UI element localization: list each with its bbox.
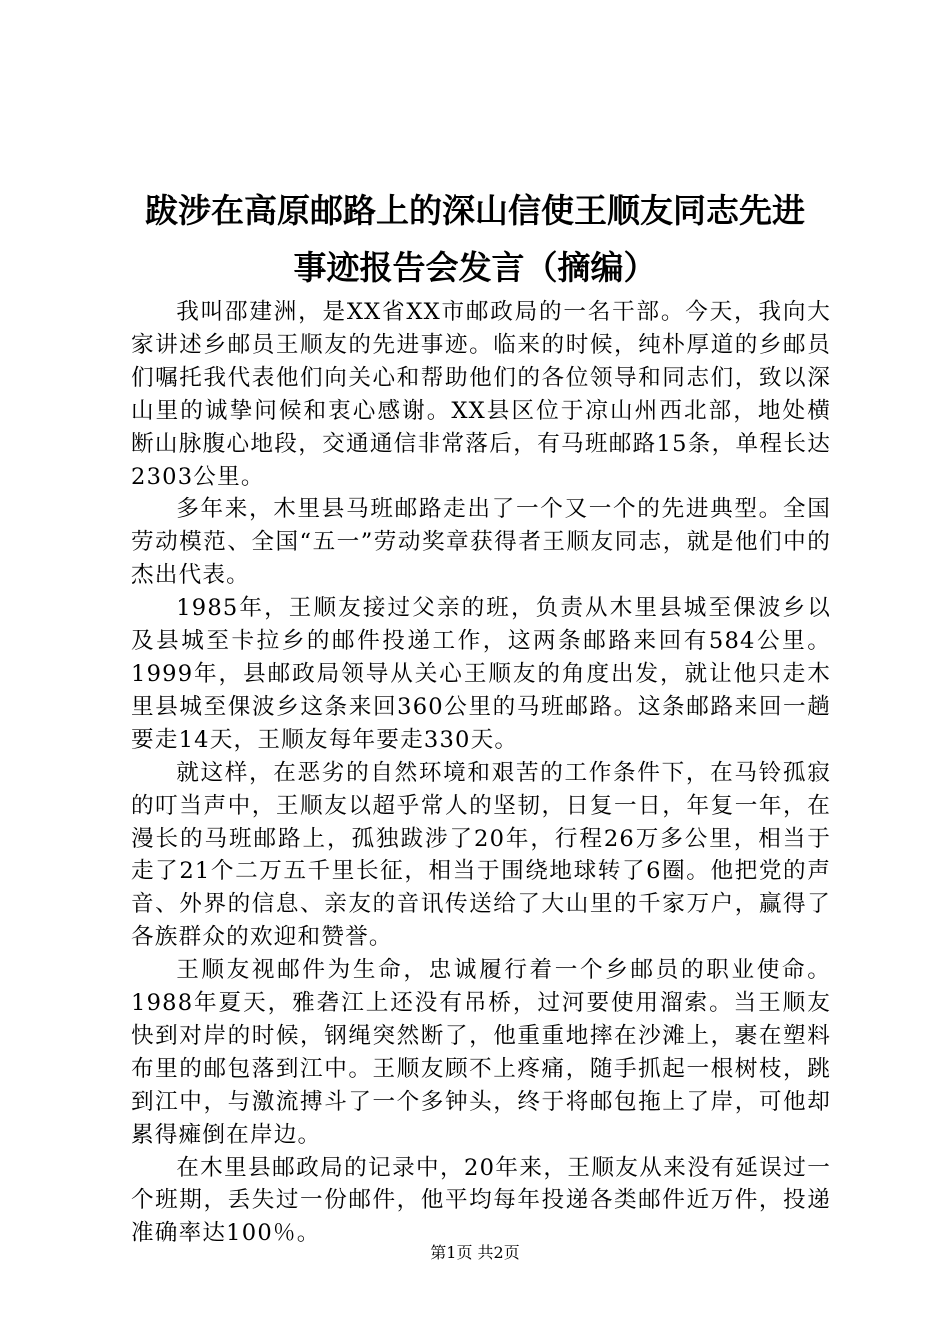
document-title-line-2: 事迹报告会发言（摘编） [293, 248, 657, 287]
paragraph: 我叫邵建洲，是XX省XX市邮政局的一名干部。今天，我向大家讲述乡邮员王顺友的先进事迹。临来的时候，纯朴厚道的乡邮员们嘱托我代表他们向关心和帮助他们的各位领导和同志们，致以深山里的诚挚问候和衷心感谢。XX县区位于凉山州西北部，地处横断山脉腹心地段，交通通信非常落后，有马班邮路15条，单程长达2303公里。 [131, 299, 831, 490]
document-title-line-1: 跋涉在高原邮路上的深山信使王顺友同志先进 [145, 191, 805, 230]
paragraph: 多年来，木里县马班邮路走出了一个又一个的先进典型。全国劳动模范、全国“五一”劳动奖章获得者王顺友同志，就是他们中的杰出代表。 [131, 496, 831, 589]
paragraph: 在木里县邮政局的记录中，20年来，王顺友从来没有延误过一个班期，丢失过一份邮件，他平均每年投递各类邮件近万件，投递准确率达100％。 [131, 1154, 831, 1247]
page-footer: 第1页 共2页 [430, 1243, 520, 1262]
paragraph: 王顺友视邮件为生命，忠诚履行着一个乡邮员的职业使命。1988年夏天，雅砻江上还没有吊桥，过河要使用溜索。当王顺友快到对岸的时候，钢绳突然断了，他重重地摔在沙滩上，裹在塑料布里的邮包落到江中。王顺友顾不上疼痛，随手抓起一根树枝，跳到江中，与激流搏斗了一个多钟头，终于将邮包拖上了岸，可他却累得瘫倒在岸边。 [131, 957, 831, 1148]
paragraph: 1985年，王顺友接过父亲的班，负责从木里县城至倮波乡以及县城至卡拉乡的邮件投递工作，这两条邮路来回有584公里。1999年，县邮政局领导从关心王顺友的角度出发，就让他只走木里县城至倮波乡这条来回360公里的马班邮路。这条邮路来回一趟要走14天，王顺友每年要走330天。 [131, 595, 831, 753]
paragraph: 就这样，在恶劣的自然环境和艰苦的工作条件下，在马铃孤寂的叮当声中，王顺友以超乎常人的坚韧，日复一日，年复一年，在漫长的马班邮路上，孤独跋涉了20年，行程26万多公里，相当于走了21个二万五千里长征，相当于围绕地球转了6圈。他把党的声音、外界的信息、亲友的音讯传送给了大山里的千家万户，赢得了各族群众的欢迎和赞誉。 [131, 759, 831, 951]
document-body [131, 296, 831, 1250]
